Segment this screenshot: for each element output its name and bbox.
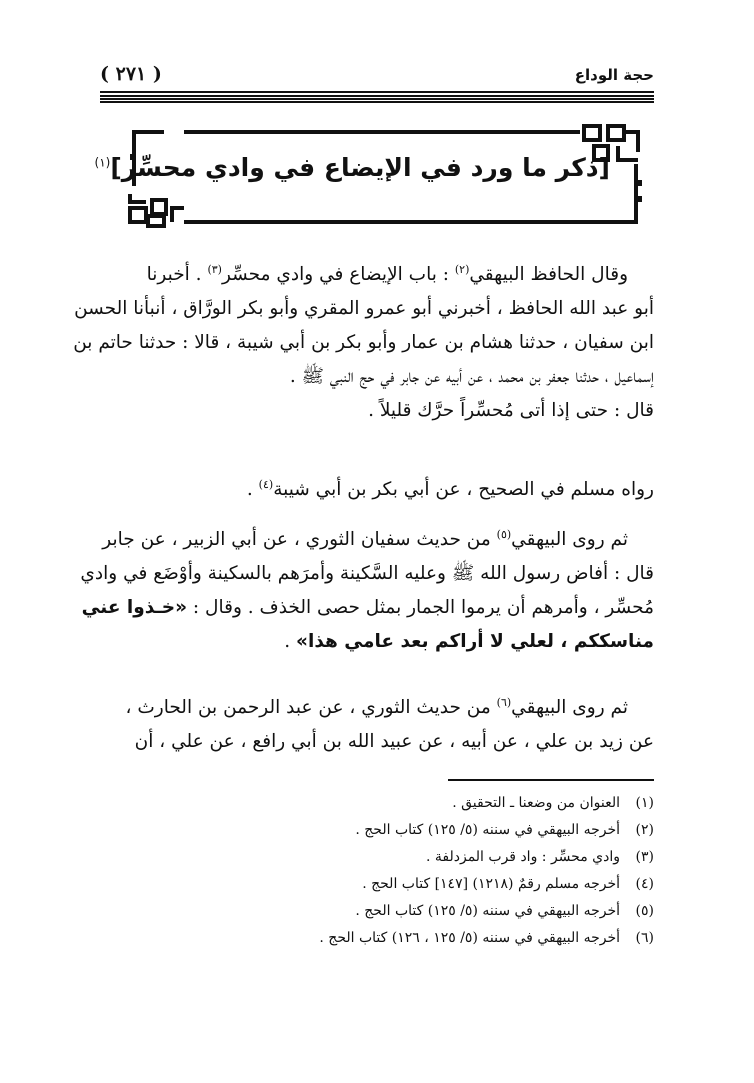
- text-line: مناسككم ، لعلي لا أراكم بعد عامي هذا» .: [284, 631, 654, 653]
- text-line: قال : حتى إذا أتى مُحسِّراً حرَّك قليلاً .: [368, 400, 654, 422]
- text-line: قال : أفاض رسول الله ﷺ وعليه السَّكينة وأمرَهم بالسكينة وأوْضَع في وادي: [80, 563, 654, 585]
- paragraph-2: [100, 468, 654, 507]
- section-heading-text: [ذكر ما ورد في الإيضاع في وادي محسِّر]: [110, 153, 610, 182]
- text-line: ثم روى البيهقي$^{(٦)}$ من حديث الثوري ، عن عبد الرحمن بن الحارث ،: [125, 696, 628, 719]
- footnote-item: (١)العنوان من وضعنا ـ التحقيق .: [452, 795, 654, 811]
- footnote-ref: (٣): [207, 263, 222, 276]
- footnote-separator: [448, 779, 654, 781]
- running-header-title: حجة الوداع: [574, 66, 654, 84]
- footnote-list: [319, 790, 654, 952]
- footnote-item: (٢)أخرجه البيهقي في سننه (٥/ ١٢٥) كتاب الحج .: [355, 822, 654, 838]
- hadith-quote: مناسككم ، لعلي لا أراكم بعد عامي هذا»: [296, 631, 654, 653]
- header-rule-thick: [100, 95, 654, 104]
- text-line: ابن سفيان ، حدثنا هشام بن عمار وأبو بكر بن أبي شيبة ، قالا : حدثنا حاتم بن: [73, 332, 654, 354]
- paragraph-4: [100, 686, 654, 759]
- footnote-ref: (٢): [454, 263, 470, 276]
- footnote-item: (٦)أخرجه البيهقي في سننه (٥/ ١٢٥ ، ١٢٦) كتاب الحج .: [319, 930, 654, 946]
- footnote-ref: (٦): [496, 696, 512, 709]
- text-line: مُحسِّر ، وأمرهم أن يرموا الجمار بمثل حصى الخذف . وقال : «خـذوا عني: [81, 597, 654, 619]
- paragraph-1: [73, 253, 654, 428]
- text-line: وقال الحافظ البيهقي$^{(٢)}$ : باب الإيضاع في وادي محسِّر$^{(٣)}$ . أخبرنا: [146, 263, 628, 286]
- section-heading: [94, 153, 610, 182]
- footnote-ref: (٥): [496, 528, 512, 541]
- header-rule-thin: [100, 91, 654, 93]
- paragraph-3: [80, 518, 654, 659]
- text-line: أبو عبد الله الحافظ ، أخبرني أبو عمرو المقري وأبو بكر الورَّاق ، أنبأنا الحسن: [74, 298, 654, 320]
- footnote-item: (٣)وادي محسِّر : واد قرب المزدلفة .: [425, 849, 654, 865]
- hadith-quote: «خـذوا عني: [81, 597, 188, 619]
- footnote-item: (٤)أخرجه مسلم رقمٌ (١٢١٨) [١٤٧] كتاب الحج .: [362, 876, 654, 892]
- footnote-item: (٥)أخرجه البيهقي في سننه (٥/ ١٢٥) كتاب الحج .: [355, 903, 654, 919]
- text-line: عن زيد بن علي ، عن أبيه ، عن عبيد الله بن أبي رافع ، عن علي ، أن: [134, 731, 654, 753]
- text-line: إسماعيل ، حدثنا جعفر بن محمد ، عن أبيه عن جابر في حج النبي ﷺ .: [289, 366, 654, 388]
- text-line: رواه مسلم في الصحيح ، عن أبي بكر بن أبي شيبة$^{(٤)}$ .: [246, 478, 654, 501]
- footnote-ref: (١): [94, 155, 111, 170]
- footnote-ref: (٤): [258, 478, 274, 491]
- text-line: ثم روى البيهقي$^{(٥)}$ من حديث سفيان الثوري ، عن أبي الزبير ، عن جابر: [102, 528, 628, 551]
- page-number: ( ٢٧١ ): [100, 63, 162, 85]
